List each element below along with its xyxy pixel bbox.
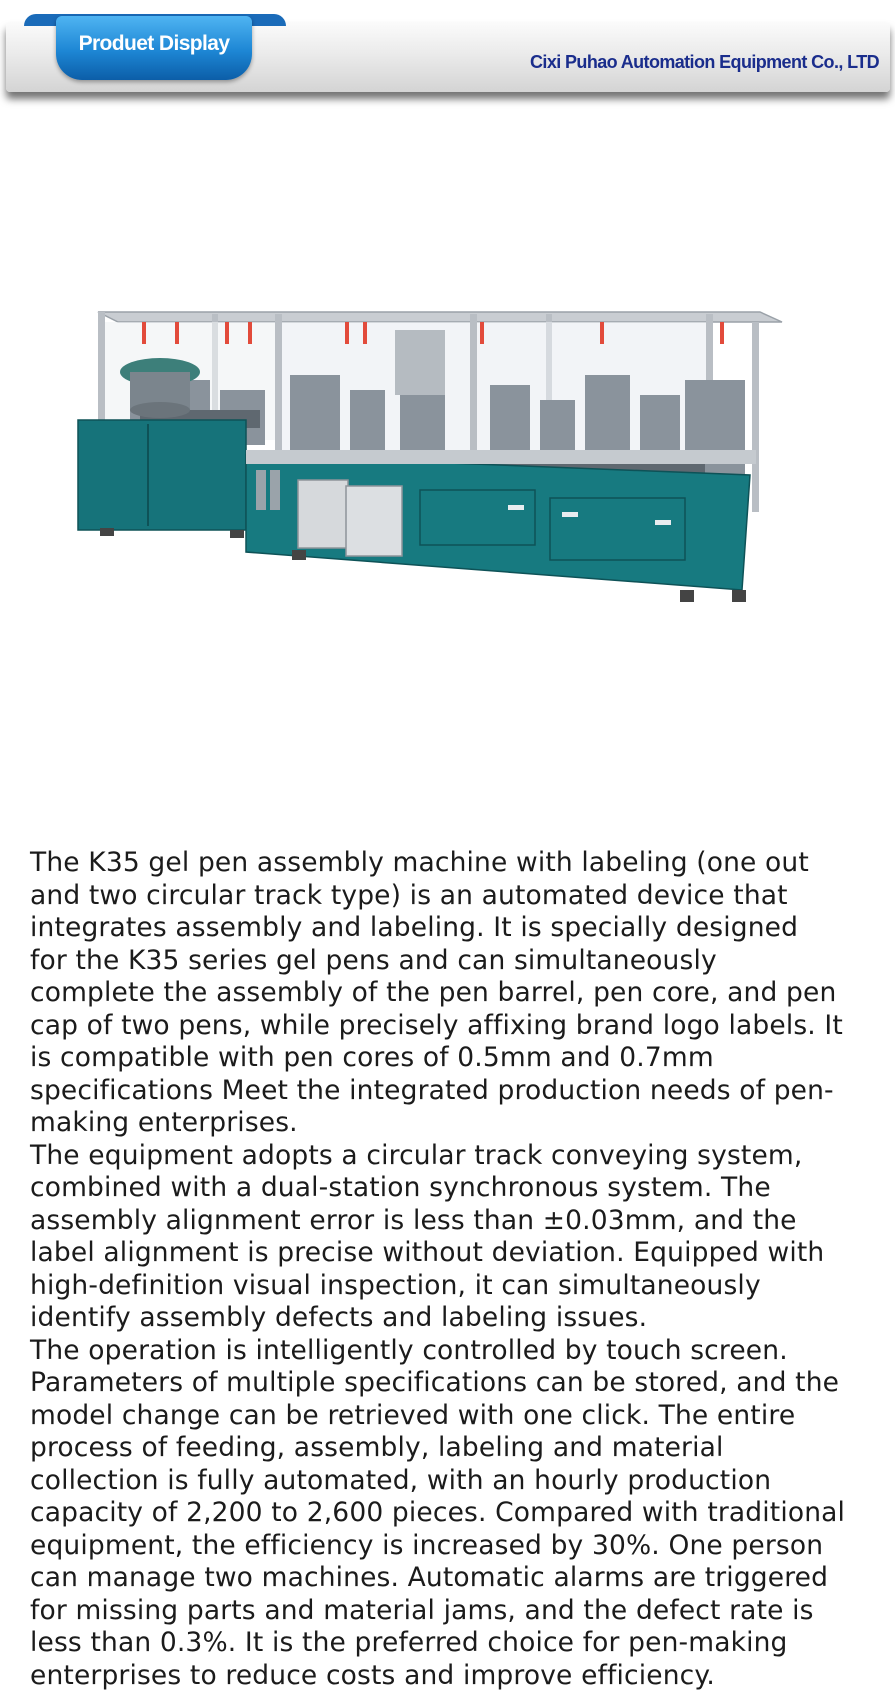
description-line: label alignment is precise without deviation. Equipped with bbox=[30, 1237, 825, 1268]
description-line: cap of two pens, while precisely affixing brand logo labels. It bbox=[30, 1009, 843, 1041]
machine-image bbox=[70, 300, 830, 670]
company-name: Cixi Puhao Automation Equipment Co., LTD bbox=[530, 52, 879, 72]
description-line: can manage two machines. Automatic alarms are triggered bbox=[30, 1562, 829, 1593]
description-line: enterprises to reduce costs and improve efficiency. bbox=[30, 1659, 715, 1691]
product-description bbox=[30, 847, 890, 1692]
description-line: combined with a dual-station synchronous system. The bbox=[30, 1172, 771, 1203]
description-line: for missing parts and material jams, and the defect rate is bbox=[30, 1594, 814, 1626]
description-line: high-definition visual inspection, it can simultaneously bbox=[30, 1269, 761, 1301]
description-line: making enterprises. bbox=[30, 1107, 298, 1138]
product-display-label: Produet Display bbox=[78, 32, 230, 55]
description-line: specifications Meet the integrated production needs of pen- bbox=[30, 1074, 834, 1106]
description-line: integrates assembly and labeling. It is specially designed bbox=[30, 912, 799, 943]
description-line: assembly alignment error is less than ±0.03mm, and the bbox=[30, 1204, 797, 1236]
description-line: complete the assembly of the pen barrel, pen core, and pen bbox=[30, 977, 837, 1008]
description-line: equipment, the efficiency is increased by 30%. One person bbox=[30, 1529, 824, 1561]
description-line: model change can be retrieved with one click. The entire bbox=[30, 1399, 796, 1431]
description-line: collection is fully automated, with an hourly production bbox=[30, 1464, 772, 1496]
description-line: and two circular track type) is an automated device that bbox=[30, 879, 788, 911]
description-line: is compatible with pen cores of 0.5mm and 0.7mm bbox=[30, 1042, 714, 1073]
description-line: less than 0.3%. It is the preferred choice for pen-making bbox=[30, 1627, 788, 1658]
description-line: The operation is intelligently controlled by touch screen. bbox=[30, 1334, 788, 1366]
description-line: process of feeding, assembly, labeling and material bbox=[30, 1432, 724, 1463]
description-line: Parameters of multiple specifications can be stored, and the bbox=[30, 1367, 840, 1398]
description-line: capacity of 2,200 to 2,600 pieces. Compared with traditional bbox=[30, 1497, 846, 1528]
description-line: for the K35 series gel pens and can simultaneously bbox=[30, 944, 717, 976]
description-line: The equipment adopts a circular track conveying system, bbox=[30, 1139, 803, 1171]
description-line: identify assembly defects and labeling issues. bbox=[30, 1302, 648, 1333]
description-line: The K35 gel pen assembly machine with labeling (one out bbox=[30, 847, 809, 878]
